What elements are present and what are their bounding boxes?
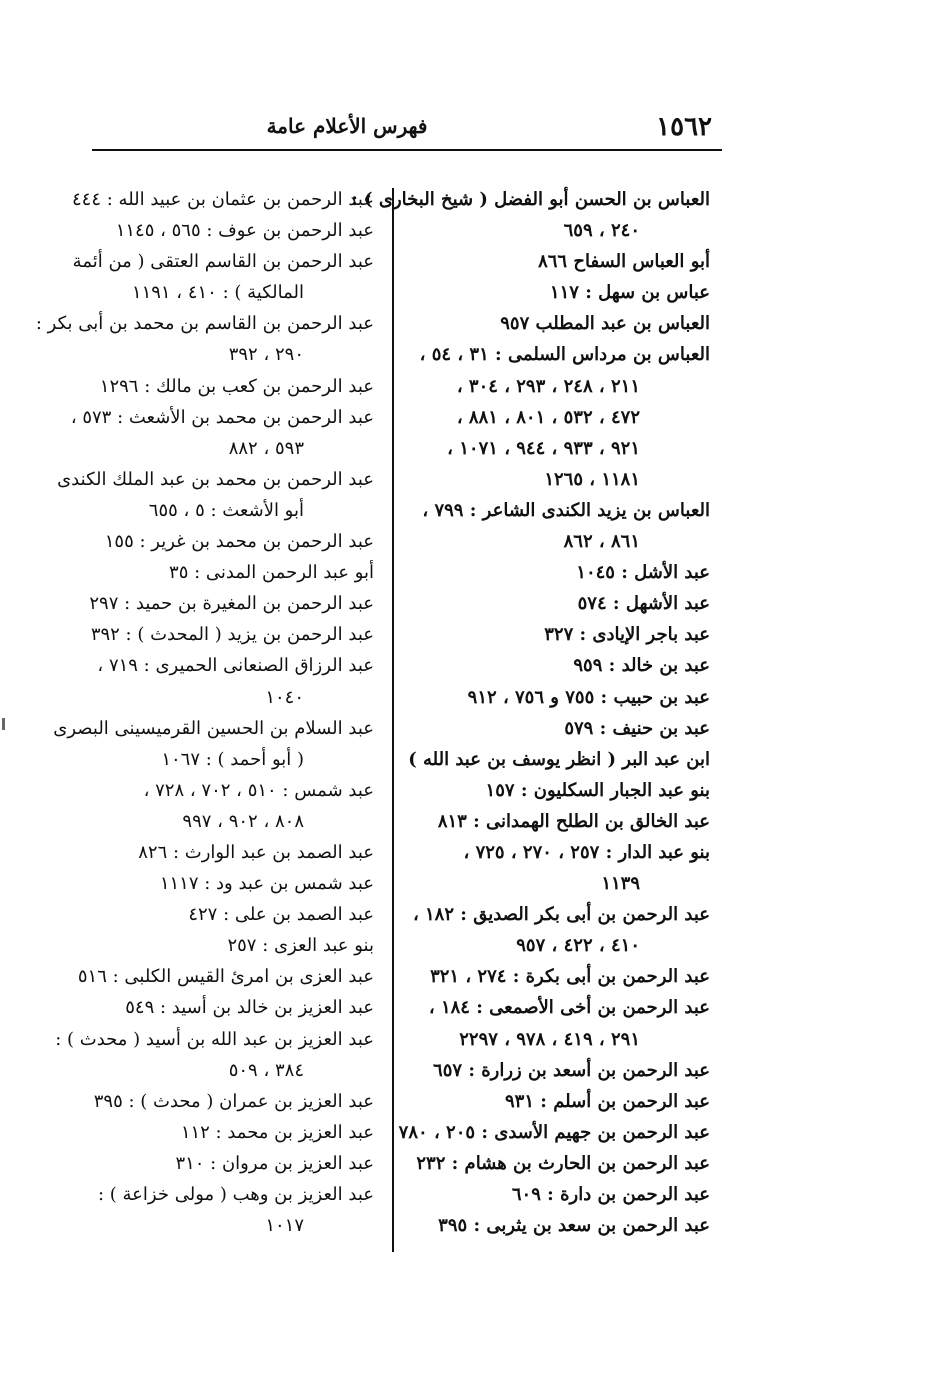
index-entry-continuation: ٨٦١ ، ٨٦٢	[563, 531, 640, 553]
index-entry: عبد الرحمن بن محمد بن عبد الملك الكندى	[57, 468, 374, 490]
index-entry: عبد الرحمن بن كعب بن مالك : ١٢٩٦	[99, 375, 374, 397]
index-entry: العباس بن مرداس السلمى : ٣١ ، ٥٤ ،	[419, 344, 710, 366]
index-entry: عبد باجر الإيادى : ٣٢٧	[544, 624, 710, 646]
index-entry-continuation: ١١٨١ ، ١٢٦٥	[544, 468, 640, 490]
index-entry: عبد العزيز بن مروان : ٣١٠	[175, 1152, 374, 1174]
index-entry-continuation: ٩٢١ ، ٩٣٣ ، ٩٤٤ ، ١٠٧١ ،	[447, 437, 640, 459]
index-entry-continuation: ( أبو أحمد ) : ١٠٦٧	[161, 748, 304, 770]
index-entry-continuation: ٢٤٠ ، ٦٥٩	[563, 220, 640, 242]
index-entry: عبد الرحمن بن يزيد ( المحدث ) : ٣٩٢	[90, 624, 374, 646]
index-entry-continuation: ٢٩٠ ، ٣٩٢	[228, 344, 304, 366]
index-entry: عبد بن حنيف : ٥٧٩	[564, 717, 710, 739]
index-entry: عبد الأشهل : ٥٧٤	[577, 593, 710, 615]
index-entry-continuation: ٥٩٣ ، ٨٨٢	[228, 437, 304, 459]
index-entry-continuation: ٢٩١ ، ٤١٩ ، ٩٧٨ ، ٢٢٩٧	[459, 1028, 640, 1050]
index-entry: عبد شمس بن عبد ود : ١١١٧	[159, 873, 374, 895]
index-entry-continuation: ١٠٤٠	[265, 686, 304, 708]
index-entry: عبد الرحمن بن عثمان بن عبيد الله : ٤٤٤	[72, 189, 374, 210]
index-entry: عبد الرحمن بن جهيم الأسدى : ٢٠٥ ، ٧٨٠	[398, 1121, 710, 1143]
index-entry: عبد العزى بن امرئ القيس الكلبى : ٥١٦	[77, 966, 374, 988]
index-entry: عبد بن حبيب : ٧٥٥ و ٧٥٦ ، ٩١٢	[467, 686, 710, 708]
index-entry: عباس بن سهل : ١١٧	[549, 282, 710, 304]
index-entry-continuation: ٤٧٢ ، ٥٣٢ ، ٨٠١ ، ٨٨١ ،	[456, 406, 640, 428]
index-entry-continuation: ٣٨٤ ، ٥٠٩	[228, 1059, 304, 1081]
index-column-left	[35, 184, 374, 1241]
index-entry: عبد الخالق بن الطلح الهمدانى : ٨١٣	[437, 810, 710, 832]
index-entry: بنو عبد العزى : ٢٥٧	[227, 935, 374, 957]
index-entry: عبد الرحمن بن أسعد بن زرارة : ٦٥٧	[433, 1059, 710, 1081]
index-entry-continuation: المالكية ) : ٤١٠ ، ١١٩١	[131, 282, 304, 304]
index-entry: عبد الرحمن بن أخى الأصمعى : ١٨٤ ،	[428, 997, 710, 1019]
index-entry: عبد العزيز بن عبد الله بن أسيد ( محدث ) :	[55, 1028, 374, 1050]
index-entry: العباس بن الحسن أبو الفضل ( شيخ البخارى ) :	[351, 189, 710, 210]
index-column-right	[351, 184, 710, 1241]
index-entry: عبد الرحمن بن محمد بن غرير : ١٥٥	[104, 531, 374, 553]
index-entry: عبد العزيز بن وهب ( مولى خزاعة ) :	[98, 1184, 374, 1205]
page-title: فهرس الأعلام عامة	[266, 114, 428, 138]
index-entry: عبد الرحمن بن أبى بكرة : ٢٧٤ ، ٣٢١	[430, 966, 710, 988]
index-entry: ابن عبد البر ( انظر يوسف بن عبد الله )	[408, 748, 710, 770]
index-entry: العباس بن عبد المطلب ٩٥٧	[500, 313, 710, 335]
index-entry: عبد الرحمن بن القاسم العتقى ( من أئمة	[72, 251, 374, 273]
index-entry: أبو العباس السفاح ٨٦٦	[538, 251, 710, 273]
index-entry: بنو عبد الجبار السكليون : ١٥٧	[485, 779, 710, 801]
index-entry: عبد شمس : ٥١٠ ، ٧٠٢ ، ٧٢٨ ،	[143, 779, 374, 801]
running-head	[92, 108, 722, 148]
index-entry: عبد الصمد بن على : ٤٢٧	[188, 904, 374, 926]
index-entry: عبد الرحمن بن دارة : ٦٠٩	[511, 1184, 710, 1205]
index-entry-continuation: ٤١٠ ، ٤٢٢ ، ٩٥٧	[516, 935, 640, 957]
index-entry: عبد العزيز بن خالد بن أسيد : ٥٤٩	[125, 997, 374, 1019]
index-entry: عبد الرحمن بن أبى بكر الصديق : ١٨٢ ،	[412, 904, 710, 926]
index-entry-continuation: ١١٣٩	[601, 873, 640, 895]
index-entry: عبد العزيز بن محمد : ١١٢	[180, 1121, 374, 1143]
index-entry: بنو عبد الدار : ٢٥٧ ، ٢٧٠ ، ٧٢٥ ،	[463, 841, 710, 863]
header-rule	[92, 149, 722, 151]
index-entry: عبد الرحمن بن سعد بن يثربى : ٣٩٥	[438, 1215, 710, 1237]
index-entry: عبد الرحمن بن القاسم بن محمد بن أبى بكر :	[35, 313, 374, 335]
index-entry: أبو عبد الرحمن المدنى : ٣٥	[169, 562, 374, 584]
index-entry: عبد الرحمن بن المغيرة بن حميد : ٢٩٧	[89, 593, 374, 615]
index-entry: عبد العزيز بن عمران ( محدث ) : ٣٩٥	[93, 1090, 374, 1112]
index-entry: عبد الرحمن بن محمد بن الأشعث : ٥٧٣ ،	[70, 406, 374, 428]
page-number: ١٥٦٢	[656, 112, 712, 142]
index-entry-continuation: ١٠١٧	[265, 1215, 304, 1237]
index-entry-continuation: ٢١١ ، ٢٤٨ ، ٢٩٣ ، ٣٠٤ ،	[456, 375, 640, 397]
index-entry-continuation: أبو الأشعث : ٥ ، ٦٥٥	[148, 499, 304, 521]
index-entry: العباس بن يزيد الكندى الشاعر : ٧٩٩ ،	[422, 499, 710, 521]
index-entry: عبد الصمد بن عبد الوارث : ٨٢٦	[138, 841, 374, 863]
index-entry: عبد السلام بن الحسين القرميسينى البصرى	[53, 717, 374, 739]
index-entry-continuation: ٨٠٨ ، ٩٠٢ ، ٩٩٧	[182, 810, 304, 832]
index-entry: عبد الرحمن بن عوف : ٥٦٥ ، ١١٤٥	[115, 220, 374, 242]
index-entry: عبد الرحمن بن أسلم : ٩٣١	[505, 1090, 710, 1112]
index-entry: عبد الرحمن بن الحارث بن هشام : ٢٣٢	[416, 1152, 710, 1174]
index-entry: عبد الأشل : ١٠٤٥	[576, 562, 710, 584]
column-divider	[392, 188, 394, 1252]
index-entry: عبد الرزاق الصنعانى الحميرى : ٧١٩ ،	[97, 655, 374, 677]
index-entry: عبد بن خالد : ٩٥٩	[573, 655, 710, 677]
margin-mark	[2, 718, 5, 730]
